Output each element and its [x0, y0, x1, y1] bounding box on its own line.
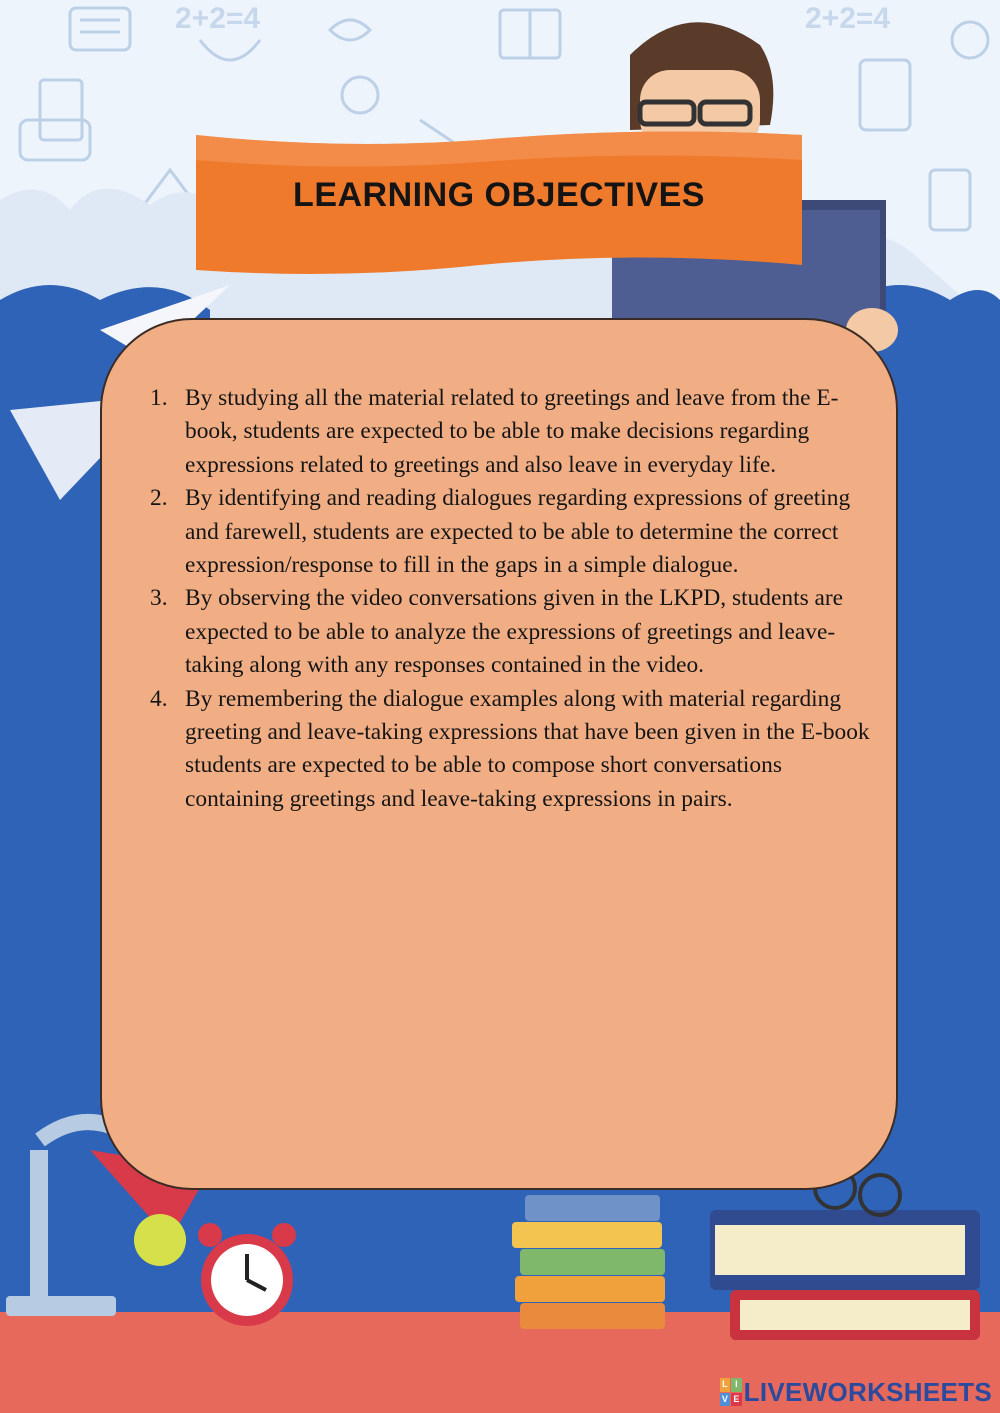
item-text: By studying all the material related to greetings and leave from the E-book, students are expected to be able to make decisions regarding expressions related to greetings and also leave in everyday life.	[185, 385, 839, 478]
item-text: By identifying and reading dialogues regarding expressions of greeting and farewell, students are expected to be able to determine the correct expression/response to fill in the gaps in a simple dialogue.	[185, 485, 851, 579]
doodle-formula-left: 2+2=4	[175, 2, 261, 35]
item-number: 1.	[150, 385, 168, 411]
list-item	[150, 382, 870, 482]
watermark-text: LIVEWORKSHEETS	[743, 1376, 992, 1407]
list-item	[150, 482, 870, 582]
doodle-formula-right: 2+2=4	[805, 2, 891, 35]
alarm-clock-icon	[198, 1223, 296, 1326]
liveworksheets-watermark	[720, 1375, 992, 1409]
item-text: By remembering the dialogue examples along with material regarding greeting and leave-taking expressions that have been given in the E-book students are expected to be able to compose short conversations containing greetings and leave-taking expressions in pairs.	[185, 685, 870, 812]
item-number: 3.	[150, 585, 168, 612]
list-item	[150, 582, 870, 682]
liveworksheets-logo-icon: L I V E	[720, 1378, 742, 1406]
item-text: By observing the video conversations given in the LKPD, students are expected to be able to analyze the expressions of greetings and leave-taking along with any responses contained in the video.	[185, 585, 844, 679]
book-stack-icon	[512, 1195, 665, 1329]
item-number: 4.	[150, 685, 168, 712]
list-item	[150, 683, 870, 817]
objectives-list	[150, 382, 870, 816]
page-title: LEARNING OBJECTIVES	[293, 176, 705, 214]
item-number: 2.	[150, 485, 168, 512]
